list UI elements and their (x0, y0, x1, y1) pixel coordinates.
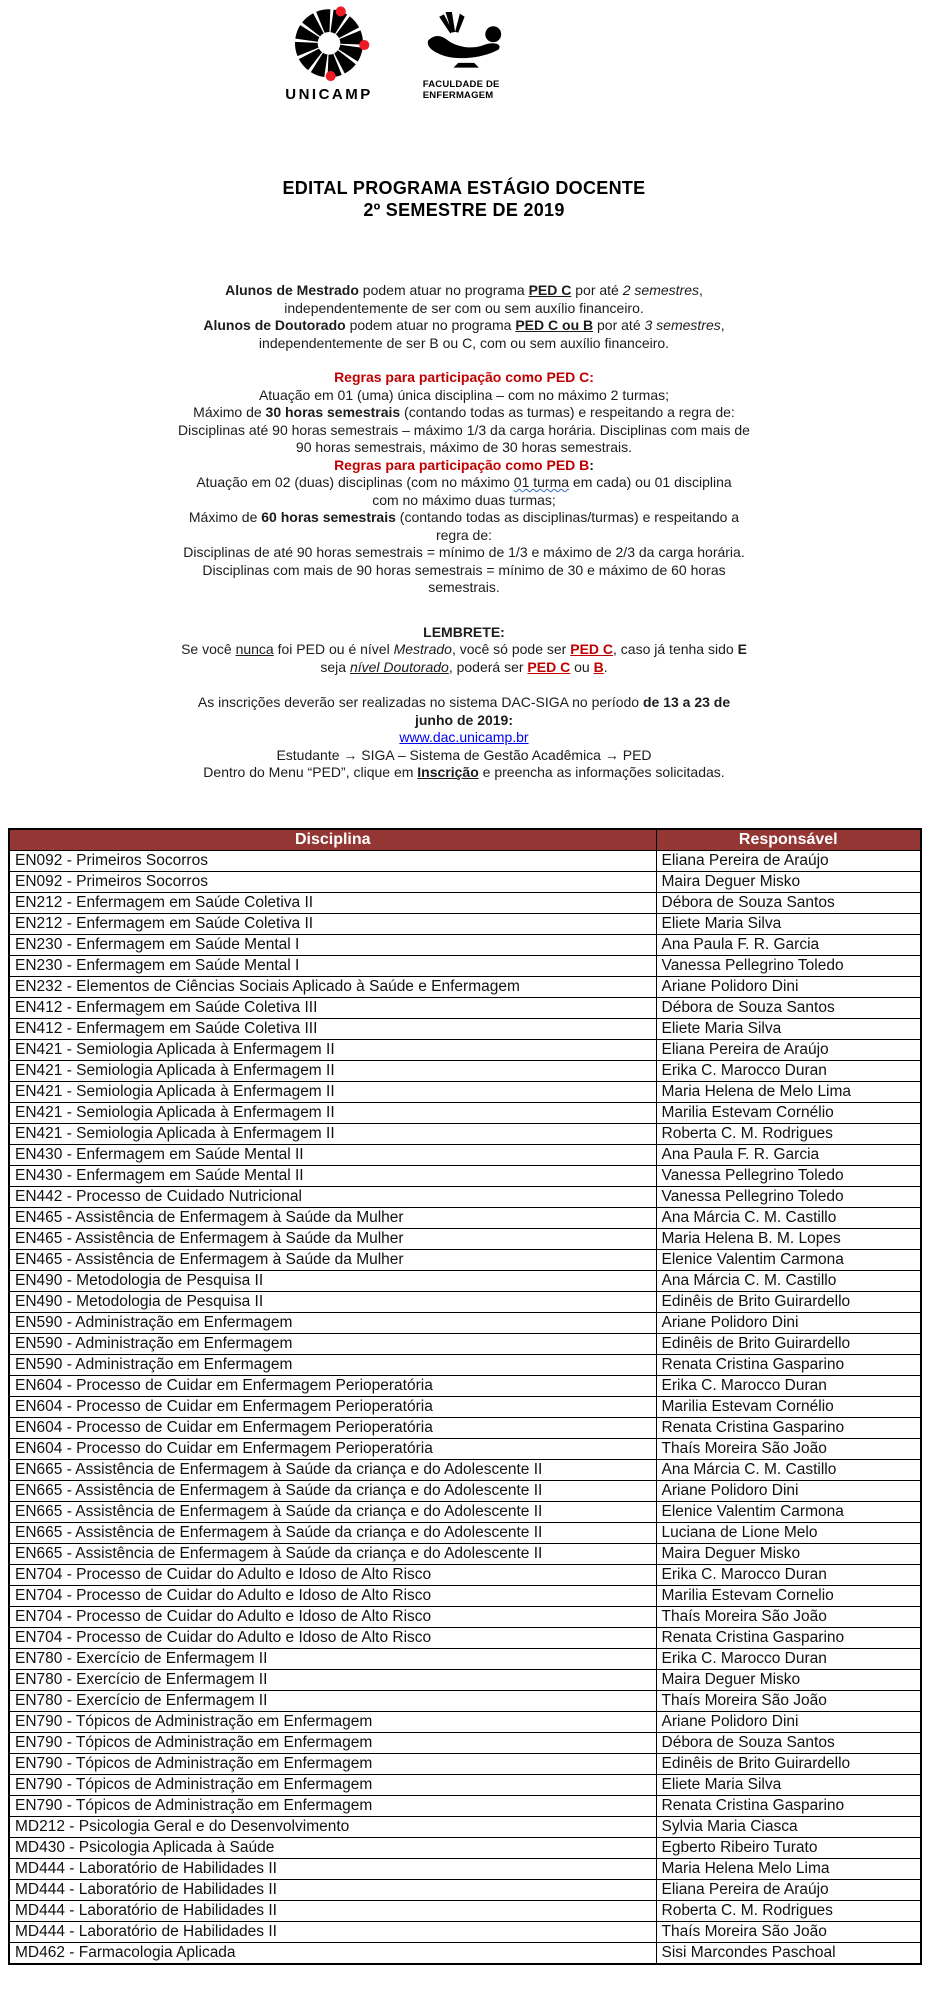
inscricoes-line-1 (69, 694, 859, 712)
discipline-cell: EN421 - Semiologia Aplicada à Enfermagem II (9, 1039, 656, 1060)
inscricoes-path-line (69, 747, 859, 765)
table-row (9, 1354, 921, 1375)
table-row (9, 1333, 921, 1354)
table-row (9, 1627, 921, 1648)
text-segment: Atuação em 01 (uma) única disciplina – com no máximo 2 turmas; (258, 386, 670, 403)
responsible-cell: Thaís Moreira São João (656, 1606, 921, 1627)
disciplines-table (8, 828, 922, 1965)
text-segment: independentemente de ser B ou C, com ou sem auxílio financeiro. (258, 334, 670, 351)
lembrete-section (69, 624, 859, 677)
text-segment: Atuação em 02 (duas) disciplinas (com no máximo (196, 474, 514, 490)
responsible-cell: Débora de Souza Santos (656, 1732, 921, 1753)
unicamp-logo-icon (287, 5, 371, 85)
text-segment: junho de 2019: (414, 711, 514, 728)
title-line2: 2º SEMESTRE DE 2019 (363, 200, 565, 220)
responsible-cell: Roberta C. M. Rodrigues (656, 1123, 921, 1144)
column-header-responsavel: Responsável (656, 829, 921, 851)
table-row (9, 1249, 921, 1270)
discipline-cell: EN232 - Elementos de Ciências Sociais Aplicado à Saúde e Enfermagem (9, 976, 656, 997)
responsible-cell: Vanessa Pellegrino Toledo (656, 1165, 921, 1186)
responsible-cell: Ana Paula F. R. Garcia (656, 1144, 921, 1165)
discipline-cell: EN490 - Metodologia de Pesquisa II (9, 1291, 656, 1312)
text-segment: Mestrado (393, 641, 452, 657)
responsible-cell: Maria Helena de Melo Lima (656, 1081, 921, 1102)
table-row (9, 1564, 921, 1585)
discipline-cell: MD444 - Laboratório de Habilidades II (9, 1879, 656, 1900)
discipline-cell: EN604 - Processo do Cuidar em Enfermagem Perioperatória (9, 1438, 656, 1459)
text-segment: Disciplinas de até 90 horas semestrais = mínimo de 1/3 e máximo de 2/3 da carga horária. (183, 544, 745, 560)
responsible-cell: Marilia Estevam Cornélio (656, 1102, 921, 1123)
responsible-cell: Egberto Ribeiro Turato (656, 1837, 921, 1858)
text-segment: PED C (570, 641, 614, 657)
rules-ped-b-line-2 (69, 492, 859, 510)
responsible-cell: Eliete Maria Silva (656, 1774, 921, 1795)
table-row (9, 850, 921, 871)
responsible-cell: Eliana Pereira de Araújo (656, 1039, 921, 1060)
text-segment: por até (593, 317, 645, 333)
table-row (9, 913, 921, 934)
faculdade-enfermagem-logo (423, 5, 511, 101)
text-segment: Disciplinas até 90 horas semestrais – máximo 1/3 da carga horária. Disciplinas com mais de (178, 421, 750, 438)
table-body (9, 850, 921, 1964)
discipline-cell: EN212 - Enfermagem em Saúde Coletiva II (9, 913, 656, 934)
text-segment: de 13 a 23 de (642, 694, 731, 710)
responsible-cell: Maira Deguer Misko (656, 871, 921, 892)
responsible-cell: Eliana Pereira de Araújo (656, 1879, 921, 1900)
discipline-cell: EN590 - Administração em Enfermagem (9, 1333, 656, 1354)
responsible-cell: Erika C. Marocco Duran (656, 1564, 921, 1585)
text-segment: Disciplinas com mais de 90 horas semestrais = mínimo de 30 e máximo de 60 horas (202, 561, 726, 578)
discipline-cell: EN590 - Administração em Enfermagem (9, 1354, 656, 1375)
text-segment: semestrais. (428, 579, 500, 595)
table-row (9, 1690, 921, 1711)
responsible-cell: Eliete Maria Silva (656, 1018, 921, 1039)
text-segment: Dentro do Menu “PED”, clique em (203, 764, 418, 780)
intro-line-1 (69, 282, 859, 300)
inscricoes-line-2 (69, 712, 859, 730)
text-segment: PED C (528, 282, 572, 298)
table-row (9, 1774, 921, 1795)
responsible-cell: Thaís Moreira São João (656, 1921, 921, 1942)
text-segment: Estudante → SIGA – Sistema de Gestão Acadêmica → PED (276, 746, 652, 763)
discipline-cell: EN704 - Processo de Cuidar do Adulto e Idoso de Alto Risco (9, 1564, 656, 1585)
discipline-cell: EN604 - Processo de Cuidar em Enfermagem Perioperatória (9, 1396, 656, 1417)
intro-paragraph (69, 282, 859, 352)
text-segment: 90 horas semestrais, máximo de 30 horas semestrais. (295, 439, 633, 455)
intro-line-2 (69, 300, 859, 318)
rules-ped-b-heading (69, 457, 859, 475)
inscricoes-section (69, 694, 859, 782)
rules-ped-c-section (69, 369, 859, 457)
discipline-cell: EN212 - Enfermagem em Saúde Coletiva II (9, 892, 656, 913)
rules-ped-b-line-6 (69, 562, 859, 580)
column-header-disciplina: Disciplina (9, 829, 656, 851)
responsible-cell: Roberta C. M. Rodrigues (656, 1900, 921, 1921)
fe-caption-line1: FACULDADE DE (422, 79, 500, 90)
responsible-cell: Renata Cristina Gasparino (656, 1354, 921, 1375)
responsible-cell: Vanessa Pellegrino Toledo (656, 955, 921, 976)
table-row (9, 1081, 921, 1102)
discipline-cell: EN780 - Exercício de Enfermagem II (9, 1690, 656, 1711)
text-segment: E (737, 641, 747, 657)
table-row (9, 1606, 921, 1627)
rules-ped-b-line-5 (69, 544, 859, 562)
table-row (9, 1732, 921, 1753)
table-row (9, 1837, 921, 1858)
responsible-cell: Eliana Pereira de Araújo (656, 850, 921, 871)
discipline-cell: MD444 - Laboratório de Habilidades II (9, 1858, 656, 1879)
table-row (9, 1816, 921, 1837)
rules-ped-b-section (69, 457, 859, 597)
table-row (9, 1165, 921, 1186)
text-segment: (contando todas as disciplinas/turmas) e respeitando a (395, 509, 740, 525)
text-segment: , poderá ser (448, 658, 528, 675)
discipline-cell: EN780 - Exercício de Enfermagem II (9, 1669, 656, 1690)
text-segment: , (698, 282, 703, 298)
discipline-cell: EN230 - Enfermagem em Saúde Mental I (9, 934, 656, 955)
responsible-cell: Ana Márcia C. M. Castillo (656, 1270, 921, 1291)
table-row (9, 1543, 921, 1564)
responsible-cell: Marilia Estevam Cornelio (656, 1585, 921, 1606)
responsible-cell: Maria Helena B. M. Lopes (656, 1228, 921, 1249)
text-segment: Regras para participação como PED B (334, 456, 590, 473)
responsible-cell: Edinêis de Brito Guirardello (656, 1753, 921, 1774)
text-segment: 3 semestres (644, 317, 721, 333)
discipline-cell: EN092 - Primeiros Socorros (9, 871, 656, 892)
responsible-cell: Ana Márcia C. M. Castillo (656, 1207, 921, 1228)
discipline-cell: EN790 - Tópicos de Administração em Enfermagem (9, 1795, 656, 1816)
discipline-cell: EN704 - Processo de Cuidar do Adulto e Idoso de Alto Risco (9, 1627, 656, 1648)
responsible-cell: Renata Cristina Gasparino (656, 1417, 921, 1438)
text-segment: e preencha as informações solicitadas. (478, 764, 725, 780)
discipline-cell: EN421 - Semiologia Aplicada à Enfermagem II (9, 1060, 656, 1081)
responsible-cell: Vanessa Pellegrino Toledo (656, 1186, 921, 1207)
discipline-cell: EN465 - Assistência de Enfermagem à Saúde da Mulher (9, 1249, 656, 1270)
responsible-cell: Marilia Estevam Cornélio (656, 1396, 921, 1417)
discipline-cell: EN421 - Semiologia Aplicada à Enfermagem II (9, 1102, 656, 1123)
text-segment: regra de: (435, 526, 493, 543)
text-segment: : (589, 456, 594, 473)
discipline-cell: EN442 - Processo de Cuidado Nutricional (9, 1186, 656, 1207)
discipline-cell: EN780 - Exercício de Enfermagem II (9, 1648, 656, 1669)
table-row (9, 1228, 921, 1249)
responsible-cell: Edinêis de Brito Guirardello (656, 1333, 921, 1354)
discipline-cell: EN412 - Enfermagem em Saúde Coletiva III (9, 1018, 656, 1039)
page-title (0, 177, 928, 221)
rules-ped-b-line-7 (69, 579, 859, 597)
text-segment: com no máximo duas turmas; (372, 491, 556, 508)
responsible-cell: Renata Cristina Gasparino (656, 1795, 921, 1816)
table-row (9, 1207, 921, 1228)
responsible-cell: Sylvia Maria Ciasca (656, 1816, 921, 1837)
table-row (9, 1123, 921, 1144)
text-segment: B (593, 658, 604, 675)
table-row (9, 1879, 921, 1900)
dac-link-line[interactable] (69, 729, 859, 747)
discipline-cell: EN465 - Assistência de Enfermagem à Saúde da Mulher (9, 1228, 656, 1249)
table-row (9, 1480, 921, 1501)
text-segment: Máximo de (193, 404, 266, 420)
table-row (9, 1291, 921, 1312)
text-segment: em cada) ou 01 disciplina (569, 474, 732, 490)
table-row (9, 871, 921, 892)
responsible-cell: Erika C. Marocco Duran (656, 1648, 921, 1669)
table-row (9, 1669, 921, 1690)
discipline-cell: MD462 - Farmacologia Aplicada (9, 1942, 656, 1964)
discipline-cell: EN590 - Administração em Enfermagem (9, 1312, 656, 1333)
rules-ped-c-line-3 (69, 422, 859, 440)
text-segment: por até (571, 282, 623, 298)
table-row (9, 1144, 921, 1165)
responsible-cell: Maira Deguer Misko (656, 1543, 921, 1564)
text-segment: nível Doutorado (349, 658, 449, 675)
text-segment: 30 horas semestrais (265, 404, 401, 420)
responsible-cell: Ariane Polidoro Dini (656, 1480, 921, 1501)
text-segment: podem atuar no programa (345, 317, 516, 333)
discipline-cell: EN421 - Semiologia Aplicada à Enfermagem II (9, 1123, 656, 1144)
responsible-cell: Sisi Marcondes Paschoal (656, 1942, 921, 1964)
discipline-cell: EN430 - Enfermagem em Saúde Mental II (9, 1165, 656, 1186)
text-segment: 01 turma (513, 474, 570, 490)
discipline-cell: EN465 - Assistência de Enfermagem à Saúde da Mulher (9, 1207, 656, 1228)
table-row (9, 1711, 921, 1732)
responsible-cell: Elenice Valentim Carmona (656, 1501, 921, 1522)
table-row (9, 1375, 921, 1396)
inscricoes-line-5 (69, 764, 859, 782)
dac-siga-link[interactable]: www.dac.unicamp.br (399, 729, 529, 745)
fe-logo-caption (423, 79, 500, 101)
table-row (9, 1858, 921, 1879)
text-segment: , (720, 317, 725, 333)
responsible-cell: Erika C. Marocco Duran (656, 1375, 921, 1396)
table-row (9, 1942, 921, 1964)
responsible-cell: Thaís Moreira São João (656, 1438, 921, 1459)
discipline-cell: EN790 - Tópicos de Administração em Enfermagem (9, 1774, 656, 1795)
discipline-cell: EN412 - Enfermagem em Saúde Coletiva III (9, 997, 656, 1018)
text-segment: As inscrições deverão ser realizadas no sistema DAC-SIGA no período (197, 694, 643, 710)
discipline-cell: EN490 - Metodologia de Pesquisa II (9, 1270, 656, 1291)
discipline-cell: EN604 - Processo de Cuidar em Enfermagem Perioperatória (9, 1375, 656, 1396)
responsible-cell: Erika C. Marocco Duran (656, 1060, 921, 1081)
text-segment: PED C ou B (515, 317, 594, 333)
discipline-cell: EN665 - Assistência de Enfermagem à Saúde da criança e do Adolescente II (9, 1459, 656, 1480)
lembrete-heading: LEMBRETE: (423, 623, 505, 640)
title-line1: EDITAL PROGRAMA ESTÁGIO DOCENTE (282, 178, 646, 198)
discipline-cell: MD430 - Psicologia Aplicada à Saúde (9, 1837, 656, 1858)
table-row (9, 892, 921, 913)
table-row (9, 1795, 921, 1816)
table-row (9, 1102, 921, 1123)
table-row (9, 1312, 921, 1333)
table-row (9, 955, 921, 976)
responsible-cell: Ana Márcia C. M. Castillo (656, 1459, 921, 1480)
responsible-cell: Ariane Polidoro Dini (656, 976, 921, 997)
text-segment: foi PED ou é nível (273, 641, 394, 657)
responsible-cell: Débora de Souza Santos (656, 892, 921, 913)
rules-ped-c-heading (69, 369, 859, 387)
responsible-cell: Maria Helena Melo Lima (656, 1858, 921, 1879)
logos-row (0, 0, 862, 103)
table-row (9, 976, 921, 997)
rules-ped-c-line-1 (69, 387, 859, 405)
fe-caption-line2: ENFERMAGEM (422, 90, 494, 101)
table-row (9, 1018, 921, 1039)
unicamp-logo (285, 5, 373, 103)
intro-line-4 (69, 335, 859, 353)
text-segment: Alunos de Mestrado (225, 282, 359, 298)
table-row (9, 1501, 921, 1522)
text-segment: , caso já tenha sido (613, 641, 738, 657)
table-row (9, 1459, 921, 1480)
table-row (9, 1186, 921, 1207)
rules-ped-b-line-3 (69, 509, 859, 527)
discipline-cell: EN790 - Tópicos de Administração em Enfermagem (9, 1711, 656, 1732)
reading-person-icon (423, 12, 511, 74)
table-row (9, 1648, 921, 1669)
responsible-cell: Renata Cristina Gasparino (656, 1627, 921, 1648)
rules-ped-b-line-1 (69, 474, 859, 492)
responsible-cell: Luciana de Lione Melo (656, 1522, 921, 1543)
rules-ped-b-line-4 (69, 527, 859, 545)
table-row (9, 1900, 921, 1921)
text-segment: Inscrição (417, 764, 479, 780)
text-segment: Se você (181, 641, 236, 657)
table-header-row (9, 829, 921, 851)
responsible-cell: Ana Paula F. R. Garcia (656, 934, 921, 955)
rules-ped-c-line-2 (69, 404, 859, 422)
table-row (9, 1522, 921, 1543)
table-row (9, 1585, 921, 1606)
unicamp-logo-caption: UNICAMP (285, 86, 373, 103)
text-segment: Alunos de Doutorado (203, 317, 346, 333)
text-segment: podem atuar no programa (358, 282, 529, 298)
table-row (9, 1438, 921, 1459)
table-row (9, 997, 921, 1018)
discipline-cell: EN230 - Enfermagem em Saúde Mental I (9, 955, 656, 976)
table-row (9, 1753, 921, 1774)
table-row (9, 1270, 921, 1291)
discipline-cell: MD444 - Laboratório de Habilidades II (9, 1921, 656, 1942)
table-row (9, 1417, 921, 1438)
text-segment: 60 horas semestrais (261, 509, 396, 525)
table-row (9, 1921, 921, 1942)
responsible-cell: Elenice Valentim Carmona (656, 1249, 921, 1270)
text-segment: (contando todas as turmas) e respeitando a regra de: (400, 404, 735, 420)
text-segment: PED C (527, 658, 571, 675)
lembrete-line-2 (69, 659, 859, 677)
responsible-cell: Eliete Maria Silva (656, 913, 921, 934)
discipline-cell: MD212 - Psicologia Geral e do Desenvolvimento (9, 1816, 656, 1837)
discipline-cell: EN665 - Assistência de Enfermagem à Saúde da criança e do Adolescente II (9, 1522, 656, 1543)
text-segment: 2 semestres (622, 282, 699, 298)
text-segment: . (603, 658, 608, 675)
discipline-cell: EN665 - Assistência de Enfermagem à Saúde da criança e do Adolescente II (9, 1501, 656, 1522)
table-row (9, 1039, 921, 1060)
text-segment: ou (570, 658, 594, 675)
discipline-cell: EN790 - Tópicos de Administração em Enfermagem (9, 1732, 656, 1753)
table-row (9, 1396, 921, 1417)
text-segment: , você só pode ser (451, 641, 571, 657)
discipline-cell: EN704 - Processo de Cuidar do Adulto e Idoso de Alto Risco (9, 1606, 656, 1627)
discipline-cell: EN604 - Processo de Cuidar em Enfermagem Perioperatória (9, 1417, 656, 1438)
discipline-cell: EN665 - Assistência de Enfermagem à Saúde da criança e do Adolescente II (9, 1543, 656, 1564)
responsible-cell: Ariane Polidoro Dini (656, 1312, 921, 1333)
responsible-cell: Edinêis de Brito Guirardello (656, 1291, 921, 1312)
text-segment: Máximo de (188, 509, 262, 525)
discipline-cell: EN421 - Semiologia Aplicada à Enfermagem II (9, 1081, 656, 1102)
responsible-cell: Débora de Souza Santos (656, 997, 921, 1018)
text-segment: seja (320, 658, 350, 675)
rules-ped-c-line-4 (69, 439, 859, 457)
text-segment: Regras para participação como PED C: (334, 369, 594, 385)
discipline-cell: EN790 - Tópicos de Administração em Enfermagem (9, 1753, 656, 1774)
lembrete-line-1 (69, 641, 859, 659)
responsible-cell: Maira Deguer Misko (656, 1669, 921, 1690)
intro-line-3 (69, 317, 859, 335)
discipline-cell: EN430 - Enfermagem em Saúde Mental II (9, 1144, 656, 1165)
responsible-cell: Ariane Polidoro Dini (656, 1711, 921, 1732)
responsible-cell: Thaís Moreira São João (656, 1690, 921, 1711)
discipline-cell: MD444 - Laboratório de Habilidades II (9, 1900, 656, 1921)
text-segment: nunca (235, 641, 274, 657)
table-row (9, 934, 921, 955)
discipline-cell: EN665 - Assistência de Enfermagem à Saúde da criança e do Adolescente II (9, 1480, 656, 1501)
table-row (9, 1060, 921, 1081)
text-segment: independentemente de ser com ou sem auxílio financeiro. (284, 299, 644, 316)
discipline-cell: EN092 - Primeiros Socorros (9, 850, 656, 871)
discipline-cell: EN704 - Processo de Cuidar do Adulto e Idoso de Alto Risco (9, 1585, 656, 1606)
